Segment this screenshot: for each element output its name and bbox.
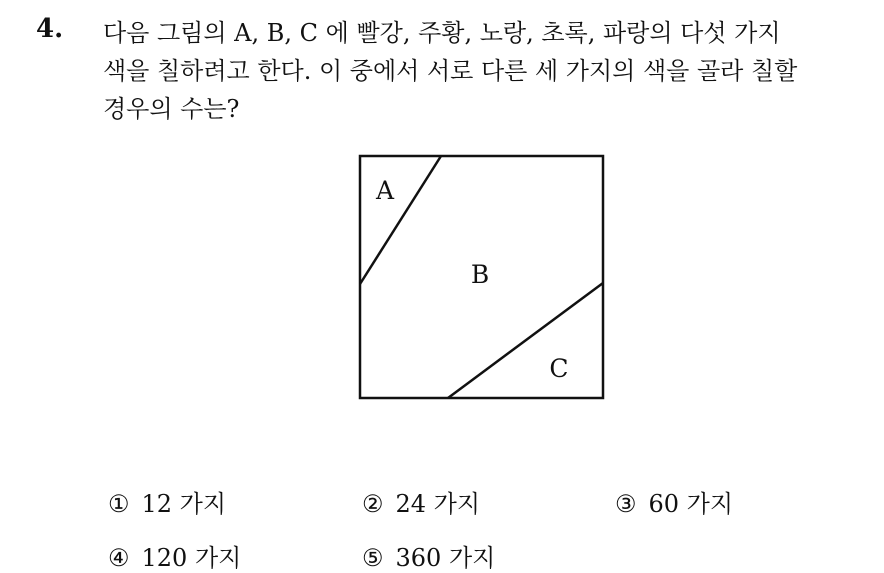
- dividing-line-c: [448, 283, 603, 398]
- choice-text: 360 가지: [395, 544, 496, 572]
- choice-1[interactable]: [108, 484, 226, 519]
- choice-mark: ①: [108, 490, 130, 518]
- region-label-c: C: [549, 354, 569, 383]
- choice-text: 120 가지: [141, 544, 242, 572]
- choice-4[interactable]: [108, 538, 241, 573]
- question-text: [103, 14, 863, 128]
- choice-5[interactable]: [362, 538, 495, 573]
- choice-text: 12 가지: [141, 490, 227, 518]
- choice-2[interactable]: [362, 484, 480, 519]
- choice-3[interactable]: [615, 484, 733, 519]
- square-diagram: [355, 152, 609, 404]
- choice-mark: ③: [615, 490, 637, 518]
- question-line-1: 다음 그림의 A, B, C 에 빨강, 주황, 노랑, 초록, 파랑의 다섯 가지: [103, 19, 781, 47]
- region-label-a: A: [375, 176, 395, 205]
- question-number: 4.: [36, 14, 64, 44]
- choice-mark: ⑤: [362, 544, 384, 572]
- question-line-2: 색을 칠하려고 한다. 이 중에서 서로 다른 세 가지의 색을 골라 칠할: [103, 57, 798, 85]
- choice-mark: ②: [362, 490, 384, 518]
- question-line-3: 경우의 수는?: [103, 95, 240, 123]
- region-label-b: B: [470, 260, 490, 289]
- choice-text: 60 가지: [648, 490, 734, 518]
- choice-text: 24 가지: [395, 490, 481, 518]
- choice-mark: ④: [108, 544, 130, 572]
- dividing-line-a: [360, 156, 441, 284]
